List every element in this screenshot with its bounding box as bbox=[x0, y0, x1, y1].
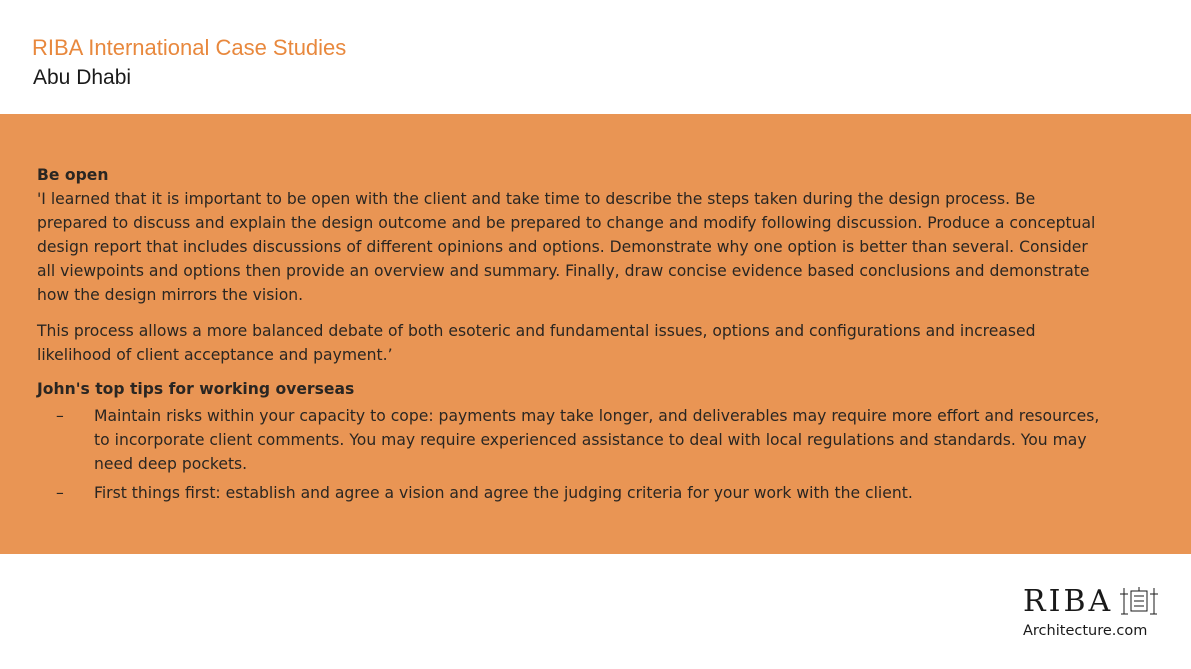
content-body bbox=[37, 163, 1107, 510]
tip-text: Maintain risks within your capacity to cope: payments may take longer, and deliverables may require more effort and resources, to incorporate client comments. You may require experienced assistance to deal with local regulations and standards. You may need deep pockets. bbox=[94, 407, 1100, 473]
tips-list bbox=[37, 404, 1107, 505]
list-item bbox=[37, 481, 1107, 505]
page-header bbox=[32, 34, 346, 91]
riba-logo bbox=[1023, 586, 1163, 642]
list-item bbox=[37, 404, 1107, 476]
page-title: RIBA International Case Studies bbox=[32, 35, 347, 60]
logo-url: Architecture.com bbox=[1023, 623, 1148, 639]
logo-wordmark: RIBA bbox=[1023, 584, 1114, 619]
riba-crest-icon bbox=[1118, 586, 1160, 620]
tip-text: First things first: establish and agree a vision and agree the judging criteria for your work with the client. bbox=[94, 484, 913, 502]
quote-paragraph: 'I learned that it is important to be open with the client and take time to describe the steps taken during the design process. Be prepared to discuss and explain the design outcome and be prepared to change and modify following discussion. Produce a conceptual design report that includes discussions of different opinions and options. Demonstrate why one option is better than several. Consider all viewpoints and options then provide an overview and summary. Finally, draw concise evidence based conclusions and demonstrate how the design mirrors the vision. bbox=[37, 190, 1096, 304]
content-panel bbox=[0, 114, 1191, 554]
tips-heading: John's top tips for working overseas bbox=[37, 380, 355, 398]
page-subtitle: Abu Dhabi bbox=[33, 66, 132, 89]
dash-bullet: – bbox=[56, 484, 64, 502]
dash-bullet: – bbox=[56, 407, 64, 425]
section-heading: Be open bbox=[37, 166, 109, 184]
second-paragraph: This process allows a more balanced debate of both esoteric and fundamental issues, options and configurations and increased likelihood of client acceptance and payment.’ bbox=[37, 322, 1036, 364]
